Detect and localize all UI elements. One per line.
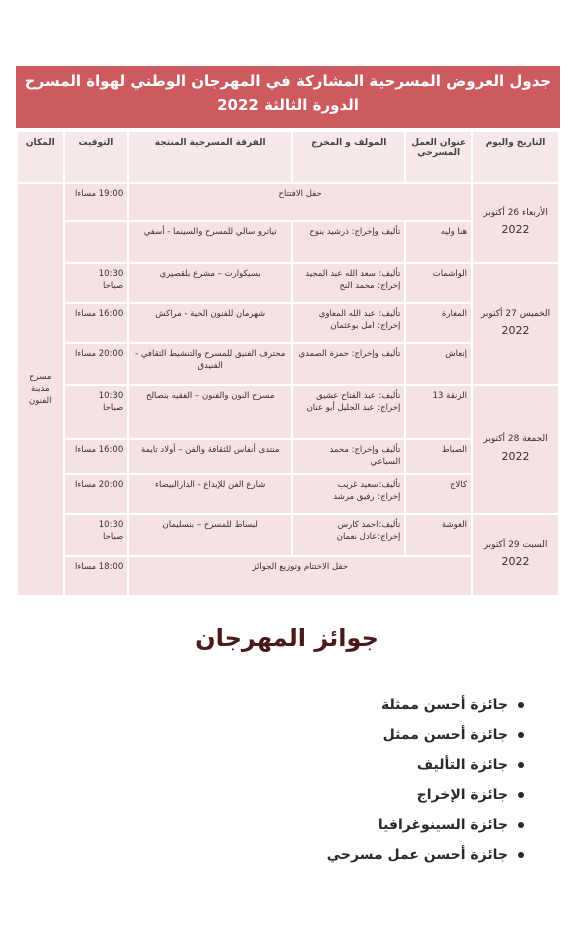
troupe-name: تياترو سالي للمسرح والسينما - أسفي [129, 222, 291, 262]
author-director: تأليف وإخراج: حمزة الصمدي [293, 344, 404, 384]
list-item: جائزة الإخراج [327, 780, 524, 810]
table-row [18, 386, 558, 438]
col-header-title: عنوان العمل المسرحي [406, 132, 471, 182]
table-row [18, 264, 558, 302]
bullet-icon [518, 852, 524, 858]
time-cell: 10:30 صباحا [65, 515, 128, 555]
time-cell: 20:00 مساءا [65, 475, 128, 513]
schedule-table [16, 130, 560, 597]
time-cell: 16:00 مساءا [65, 304, 128, 342]
schedule-header [16, 66, 560, 128]
troupe-name: شارع الفن للإبداع - الدارالبيضاء [129, 475, 291, 513]
play-title: الصباط [406, 440, 471, 473]
author-director: تأليف وإخراج: ذرشيد بنوح [293, 222, 404, 262]
time-cell: 10:30 صباحا [65, 386, 128, 438]
schedule-subtitle: الدورة الثالثة 2022 [217, 96, 359, 114]
author-director: تأليف:سعيد غريب إخراج: رفيق مرشد [293, 475, 404, 513]
list-item: جائزة أحسن ممثل [327, 720, 524, 750]
col-header-time: التوقيت [65, 132, 128, 182]
prizes-title: جوائز المهرجان [195, 624, 379, 652]
troupe-name: لبساط للمسرح – بنسليمان [129, 515, 291, 555]
prizes-list [327, 690, 524, 870]
list-item: جائزة التأليف [327, 750, 524, 780]
time-cell: 20:00 مساءا [65, 344, 128, 384]
list-item: جائزة السينوغرافيا [327, 810, 524, 840]
troupe-name: محترف الفنيق للمسرح والتنشيط الثقافي - الفنيدق [129, 344, 291, 384]
col-header-author: المولف و المخرج [293, 132, 404, 182]
play-title: إنعاش [406, 344, 471, 384]
date-cell: السبت 29 أكتوبر 2022 [473, 515, 558, 595]
bullet-icon [518, 702, 524, 708]
troupe-name: مسرح النون والفنون – الفقيه بنصالح [129, 386, 291, 438]
list-item: جائزة أحسن ممثلة [327, 690, 524, 720]
author-director: تأليف: عبد الله المعاوي إخراج: امل بوعثمان [293, 304, 404, 342]
author-director: تأليف: سعد الله عبد المجيد إخراج: محمد النح [293, 264, 404, 302]
bullet-icon [518, 732, 524, 738]
play-title: الزنقة 13 [406, 386, 471, 438]
bullet-icon [518, 792, 524, 798]
col-header-place: المكان [18, 132, 63, 182]
time-cell [65, 222, 128, 262]
play-title: كالاج [406, 475, 471, 513]
time-cell: 16:00 مساءا [65, 440, 128, 473]
time-cell: 18:00 مساءا [65, 557, 128, 595]
place-cell: مسرح مدينة الفنون [18, 184, 63, 595]
bullet-icon [518, 822, 524, 828]
date-cell: الجمعة 28 أكتوبر 2022 [473, 386, 558, 513]
date-cell: الأربعاء 26 أكتوبر 2022 [473, 184, 558, 262]
list-item: جائزة أحسن عمل مسرحي [327, 840, 524, 870]
troupe-name: شهرمان للفنون الحية - مراكش [129, 304, 291, 342]
time-cell: 10:30 صباحا [65, 264, 128, 302]
col-header-troupe: الفرقة المسرحية المنتجة [129, 132, 291, 182]
troupe-name: بسيكوارت – مشرع بلقصيري [129, 264, 291, 302]
play-title: الغوشة [406, 515, 471, 555]
play-title: هنا وليه [406, 222, 471, 262]
opening-ceremony: حفل الافتتاح [129, 184, 471, 220]
table-row [18, 515, 558, 555]
time-cell: 19:00 مساءا [65, 184, 128, 220]
table-row [18, 184, 558, 220]
col-header-date: التاريخ واليوم [473, 132, 558, 182]
table-header-row [18, 132, 558, 182]
play-title: الواشمات [406, 264, 471, 302]
play-title: المغارة [406, 304, 471, 342]
bullet-icon [518, 762, 524, 768]
author-director: تأليف: عبد الفتاح عشيق إخراج: عبد الجليل أبو عنان [293, 386, 404, 438]
author-director: تأليف:احمد كارس إخراج:عادل نعمان [293, 515, 404, 555]
author-director: تأليف وإخراج: محمد السباعي [293, 440, 404, 473]
schedule-title: جدول العروض المسرحية المشاركة في المهرجان الوطني لهواة المسرح [24, 72, 552, 90]
closing-ceremony: حفل الاختتام وتوزيع الجوائز [129, 557, 471, 595]
troupe-name: منتدى أنفاس للثقافة والفن – أولاد تايمة [129, 440, 291, 473]
date-cell: الخميس 27 أكتوبر 2022 [473, 264, 558, 384]
